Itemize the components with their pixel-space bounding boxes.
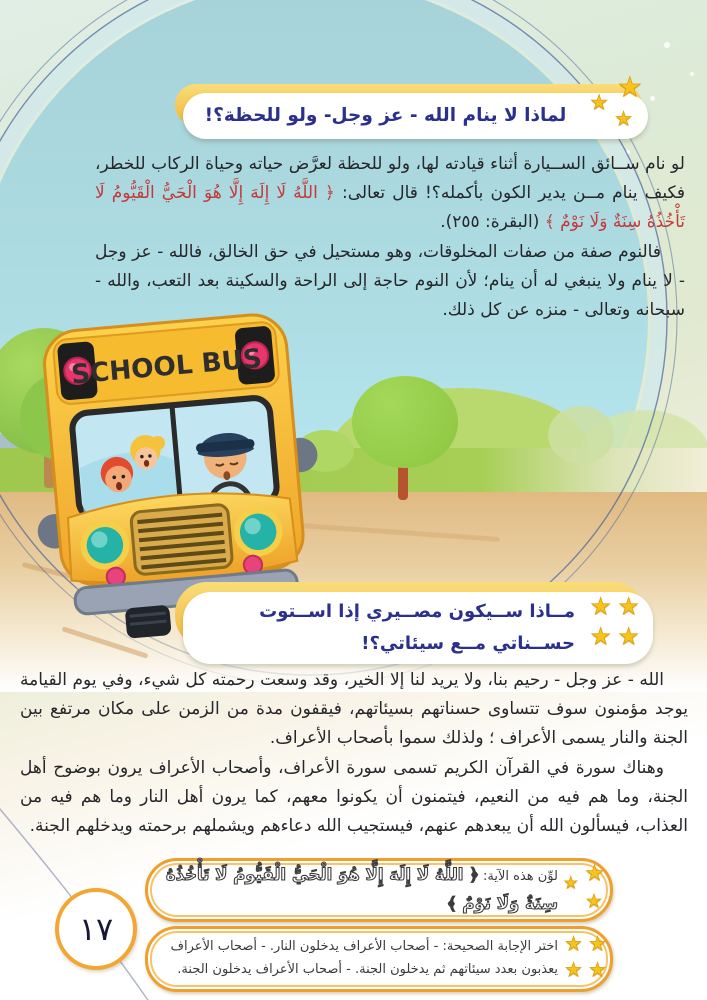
star-icon: ★ [618, 624, 639, 650]
star-icon: ★ [585, 891, 602, 912]
activity-color-verse [145, 858, 613, 922]
activity-content: اختر الإجابة الصحيحة: - أصحاب الأعراف يدخلون النار. - أصحاب الأعراف يعذبون بعدد سيئاتهم ثم يدخلون الجنة. - أصحاب الأعراف يدخلون الجنة. [170, 939, 558, 977]
star-icon: ★ [618, 594, 639, 620]
question-banner-1 [183, 72, 648, 144]
paragraph: فالنوم صفة من صفات المخلوقات، وهو مستحيل في حق الخالق، فالله - عز وجل - لا ينام ولا ينبغي له أن ينام؛ لأن النوم حاجة إلى الراحة والسكينة بعد التعب، والله - سبحانه وتعالى - منزه عن كل ذلك. [95, 241, 685, 321]
paragraph [95, 150, 685, 238]
star-cluster [558, 929, 610, 989]
question-title: مــاذا ســيكون مصــيري إذا اســتوت حســناتي مــع سيئاتي؟! [259, 601, 575, 654]
activity-label: لوِّن هذه الآية: [483, 869, 558, 885]
page-number-badge [55, 888, 137, 970]
star-icon: ★ [614, 108, 632, 130]
star-icon: ★ [564, 959, 582, 981]
star-icon: ★ [588, 933, 606, 955]
paragraph-text: لو نام ســائق الســيارة أثناء قيادته لها، ولو للحظة لعرَّض حياته وحياة الركاب للخطر، فكيف ينام مــن يدير الكون بأكمله؟! قال تعالى: [95, 154, 685, 204]
star-icon: ★ [564, 933, 582, 955]
star-icon: ★ [588, 959, 606, 981]
question-title: لماذا لا ينام الله - عز وجل- ولو للحظة؟! [204, 105, 567, 126]
paragraph: الله - عز وجل - رحيم بنا، ولا يريد لنا إلا الخير، وقد وسعت رحمته كل شيء، وفي يوم القيامة يوجد مؤمنون سوف تتساوى حسناتهم بسيئاتهم، فيقفون مدة من الزمن على مكان مرتفع بين الجنة والنار يسمى الأعراف ؛ ولذلك سموا بأصحاب الأعراف. [20, 670, 688, 749]
star-icon: ★ [563, 873, 578, 892]
star-icon: ★ [590, 90, 608, 114]
verse-to-color: ﴿ اللَّهُ لَا إِلَهَ إِلَّا هُوَ الْحَيُّ الْقَيُّومُ لَا تَأْخُذُهُ سِنَةٌ وَلَا نَوْمٌ ﴾ [165, 865, 558, 913]
bus-sign-text: SCHOOL BUS [70, 343, 264, 391]
paragraph: وهناك سورة في القرآن الكريم تسمى سورة الأعراف، وأصحاب الأعراف يرون بوضوح أهل الجنة، وما هم فيه من النعيم، فيتمنون أن يكونوا معهم، كما يرون أهل النار وما هم فيه من العذاب، فيسألون الله أن يبعدهم عنهم، فيستجيب الله دعاءهم ويشملهم برحمته ويدخلهم الجنة. [20, 757, 688, 837]
quran-verse: ﴿ اللَّهُ لَا إِلَهَ إِلَّا هُوَ الْحَيُّ الْقَيُّومُ لَا تَأْخُذُهُ سِنَةٌ وَلَا نَوْمٌ ﴾ [95, 183, 685, 233]
star-icon: ★ [590, 624, 611, 650]
star-icon: ★ [617, 72, 642, 103]
section1-text [95, 150, 685, 325]
star-icon: ★ [590, 594, 611, 620]
activity-content [148, 861, 558, 919]
verse-reference: (البقرة: ٢٥٥). [440, 212, 545, 233]
star-icon: ★ [585, 861, 604, 885]
section2-text [20, 666, 688, 841]
star-cluster [558, 861, 610, 919]
activity-choose-answer [145, 926, 613, 992]
page-number: ١٧ [78, 910, 114, 948]
question-banner-2 [183, 582, 653, 670]
